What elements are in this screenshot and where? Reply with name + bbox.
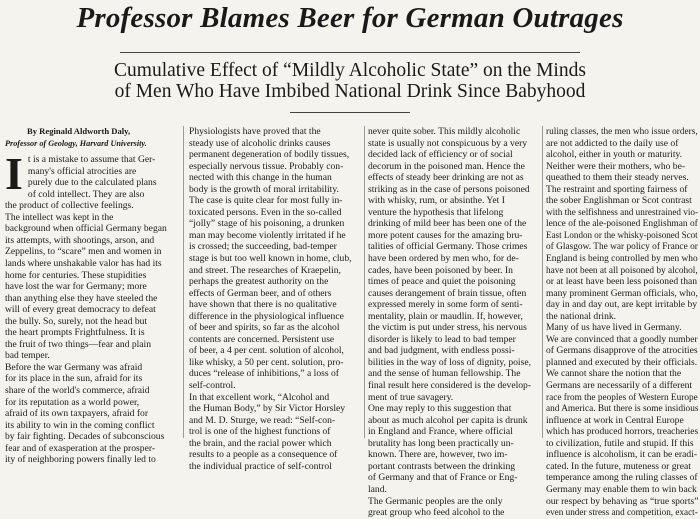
article-line: Many of us have lived in Germany. — [546, 322, 682, 334]
article-line: final result here considered is the develop- — [368, 380, 532, 392]
article-line: bad temper. — [5, 350, 50, 362]
article-line: The case is quite clear for most fully in- — [189, 195, 343, 207]
article-line: temperance among the ruling classes of — [546, 472, 698, 484]
article-line: ruling classes, the men who issue orders, — [546, 126, 698, 137]
article-line: Germans are necessarily of a different — [546, 380, 693, 392]
article-line: talities of official Germany. Those crimes — [368, 241, 528, 253]
article-line: about as much alcohol per capita is drunk — [368, 414, 528, 426]
column-divider — [542, 126, 543, 438]
article-line: than anything else they have steeled the — [5, 292, 158, 304]
article-line: with the selfishness and unrestrained vio- — [546, 206, 699, 218]
article-line: ity of neighboring powers finally led to — [5, 454, 156, 466]
article-line: contents are concerned. Persistent use — [189, 333, 335, 345]
article-line: especially nervous tissue. Probably con- — [189, 160, 344, 172]
article-line: and the sense of human fellowship. The — [368, 368, 521, 380]
article-line: state is usually not conspicuous by a very — [368, 137, 528, 149]
article-line: have been ordered by men who, for de- — [368, 253, 519, 265]
headline: Professor Blames Beer for German Outrages — [76, 2, 624, 34]
article-line: stage is but too well known in home, club, — [189, 253, 352, 265]
article-line: the sober Englishman or Scot contrast — [546, 195, 692, 207]
article-line: East London or the whisky-poisoned Scot — [546, 229, 698, 241]
article-line: ment of true savagery. — [368, 391, 454, 403]
article-line: The intellect was kept in the — [5, 211, 114, 223]
article-line: lence of the ale-poisoned Englishman of — [546, 218, 698, 230]
article-line: the bully. So, surely, not the head but — [5, 315, 148, 327]
article-line: causes derangement of brain tissue, often — [368, 287, 527, 299]
article-line: disorder is likely to lead to bad temper — [368, 333, 516, 345]
article-line: We cannot share the notion that the — [546, 368, 682, 380]
article-line: day in and day out, are kept irritable by — [546, 299, 698, 311]
article-line: great group who feed alcohol to the — [368, 507, 505, 519]
article-line: of Germans disapprove of the atrocities — [546, 345, 698, 357]
article-line: cades, have been poisoned by beer. In — [368, 264, 513, 276]
article-line: for its reputation as a world power, — [5, 396, 140, 408]
article-line: even under stress and competition, exact- — [546, 507, 698, 519]
article-line: and street. The researches of Kraepelin, — [189, 264, 341, 276]
article-line: have lost the war for Germany; more — [5, 281, 147, 293]
deck-line-2: of Men Who Have Imbibed National Drink Since Babyhood — [114, 81, 586, 102]
article-line: results to a people as a consequence of — [189, 449, 338, 461]
article-column-4 — [546, 126, 699, 519]
column-divider — [364, 126, 365, 438]
article-line: “jolly” stage of his poisoning, a drunken — [189, 218, 345, 230]
article-line: have not been at all poisoned by alcohol, — [546, 264, 698, 276]
article-line: the individual practice of self-control — [189, 460, 332, 472]
article-line: The restraint and sporting fairness of — [546, 183, 688, 195]
deck-rule — [290, 112, 410, 113]
article-line: The Germanic peoples are the only — [368, 495, 503, 507]
article-line: striking as in the case of persons poisoned — [368, 183, 530, 195]
column-divider — [183, 126, 184, 438]
article-line: home for centuries. These stupidities — [5, 269, 147, 281]
article-line: lands where unshakable valor has had its — [5, 258, 162, 270]
byline: By Reginald Aldworth Daly, — [27, 126, 131, 136]
article-line: purely due to the calculated plans — [27, 177, 157, 189]
article-line: t is a mistake to assume that Ger- — [27, 154, 156, 166]
article-line: the victim is put under stress, his nervous — [368, 322, 527, 334]
article-line: in England and France, where official — [368, 426, 513, 438]
article-line: and America. But there is some insidious — [546, 403, 699, 415]
article-line: alcohol, either in youth or maturity. — [546, 149, 683, 161]
drop-cap: I — [5, 148, 23, 200]
article-line: many prominent German officials, who, — [546, 287, 698, 299]
article-line: of Glasgow. The war policy of France or — [546, 241, 698, 253]
article-line: steady use of alcoholic drinks causes — [189, 137, 331, 149]
article-line: to civilization, futile and stupid. If this — [546, 437, 694, 449]
article-line: land. — [368, 483, 387, 495]
article-line: cated. In the future, muteness or great — [546, 460, 691, 472]
article-line: the fruit of two things—fear and plain — [5, 338, 152, 350]
article-line: is crossed; the succeeding, bad-temper — [189, 241, 337, 253]
article-column-1 — [5, 126, 180, 466]
article-line: never quite sober. This mildly alcoholic — [368, 126, 521, 137]
article-line: body is the growth of moral irritability. — [189, 183, 339, 195]
article-line: permanent degeneration of bodily tissues, — [189, 149, 350, 161]
article-line: with whisky, rum, or absinthe. Yet I — [368, 195, 505, 207]
byline-affiliation: Professor of Geology, Harvard University. — [5, 138, 147, 148]
article-line: times of peace and quiet the poisoning — [368, 276, 516, 288]
article-line: of cold intellect. They are also — [27, 188, 145, 200]
article-line: its attempts, with shootings, arson, and — [5, 234, 155, 246]
article-line: which has produced horrors, treacheries — [546, 426, 699, 438]
article-line: background when official Germany began — [5, 223, 167, 235]
article-line: by fair fighting. Decades of subconscious — [5, 431, 165, 443]
article-line: We are convinced that a goodly number — [546, 333, 698, 345]
article-line: duces “release of inhibitions,” a loss of — [189, 368, 339, 380]
headline-rule — [120, 52, 580, 53]
article-line: Zeppelins, to “scare” men and women in — [5, 246, 162, 258]
article-line: for its place in the sun, afraid for its — [5, 373, 143, 385]
article-line: bilities in the way of loss of dignity, poise, — [368, 356, 531, 368]
article-line: the product of collective feelings. — [5, 200, 134, 212]
article-line: brutality has long been practically un- — [368, 437, 514, 449]
article-column-3 — [368, 126, 540, 519]
article-line: are not addicted to the daily use of — [546, 137, 679, 149]
article-line: or at least have been less poisoned than — [546, 276, 698, 288]
article-line: influence is alcoholism, it can be eradi- — [546, 449, 698, 461]
article-line: of beer and spirits, so far as the alcohol — [189, 322, 340, 334]
article-line: One may reply to this suggestion that — [368, 403, 512, 415]
article-line: of Germany and that of France or Eng- — [368, 472, 518, 484]
article-line: fear and of exasperation at the prosper- — [5, 442, 156, 454]
article-line: effects of steady beer drinking are not as — [368, 172, 524, 184]
article-line: Neither were their mothers, who be- — [546, 160, 686, 172]
article-line: the Human Body,” by Sir Victor Horsley — [189, 403, 346, 415]
article-line: venture the hypothesis that lifelong — [368, 206, 504, 218]
article-line: decorum in the poisoned man. Hence the — [368, 160, 525, 172]
article-line: its ability to win in the coming conflict — [5, 419, 155, 431]
article-line: afraid of its own taxpayers, afraid for — [5, 408, 149, 420]
article-line: difference in the physiological influence — [189, 310, 344, 322]
article-line: mentality, plain or maudlin. If, however, — [368, 310, 523, 322]
article-line: In that excellent work, “Alcohol and — [189, 391, 330, 403]
article-line: queathed to them their steady nerves. — [546, 172, 689, 184]
article-line: have shown that there is no qualitative — [189, 299, 337, 311]
deck-line-1: Cumulative Effect of “Mildly Alcoholic State” on the Minds — [114, 60, 586, 81]
article-line: will of every great democracy to defeat — [5, 304, 156, 316]
article-line: perhaps the greatest authority on the — [189, 276, 329, 288]
article-line: planned and executed by their officials. — [546, 356, 698, 368]
article-line: effects of German beer, and of others — [189, 287, 332, 299]
article-line: toxicated persons. Even in the so-called — [189, 206, 342, 218]
article-line: of beer, a 4 per cent. solution of alcohol, — [189, 345, 344, 357]
article-line: like whisky, a 50 per cent. solution, pro- — [189, 356, 344, 368]
article-line: the national drink. — [546, 310, 617, 322]
article-line: decided lack of efficiency or of social — [368, 149, 513, 161]
article-line: portant contrasts between the drinking — [368, 460, 516, 472]
article-line: and M. D. Sturge, we read: “Self-con- — [189, 414, 336, 426]
article-line: self-control. — [189, 380, 236, 392]
article-line: expressed merely in some form of senti- — [368, 299, 523, 311]
article-line: Germany may enable them to win back — [546, 483, 697, 495]
article-line: Before the war Germany was afraid — [5, 361, 143, 373]
article-line: man may become violently irritated if he — [189, 229, 346, 241]
article-line: the heart prompts Frightfulness. It is — [5, 327, 145, 339]
article-line: share of the world's commerce, afraid — [5, 385, 150, 397]
article-line: race from the peoples of Western Europe — [546, 391, 698, 403]
article-line: England is being controlled by men who — [546, 253, 698, 265]
article-column-2 — [189, 126, 361, 472]
article-line: many's official atrocities are — [27, 165, 137, 177]
article-line: influence at work in Central Europe — [546, 414, 684, 426]
article-line: Physiologists have proved that the — [189, 126, 321, 137]
article-line: and bad judgment, with endless possi- — [368, 345, 515, 357]
article-line: more potent causes for the amazing bru- — [368, 229, 523, 241]
article-line: known. There are, however, two im- — [368, 449, 508, 461]
article-line: nected with this change in the human — [189, 172, 332, 184]
article-line: the brain, and the racial power which — [189, 437, 332, 449]
article-line: trol is one of the highest functions of — [189, 426, 331, 438]
article-line: our respect by behaving as “true sports” — [546, 495, 699, 507]
article-line: drinking of mild beer has been one of the — [368, 218, 527, 230]
